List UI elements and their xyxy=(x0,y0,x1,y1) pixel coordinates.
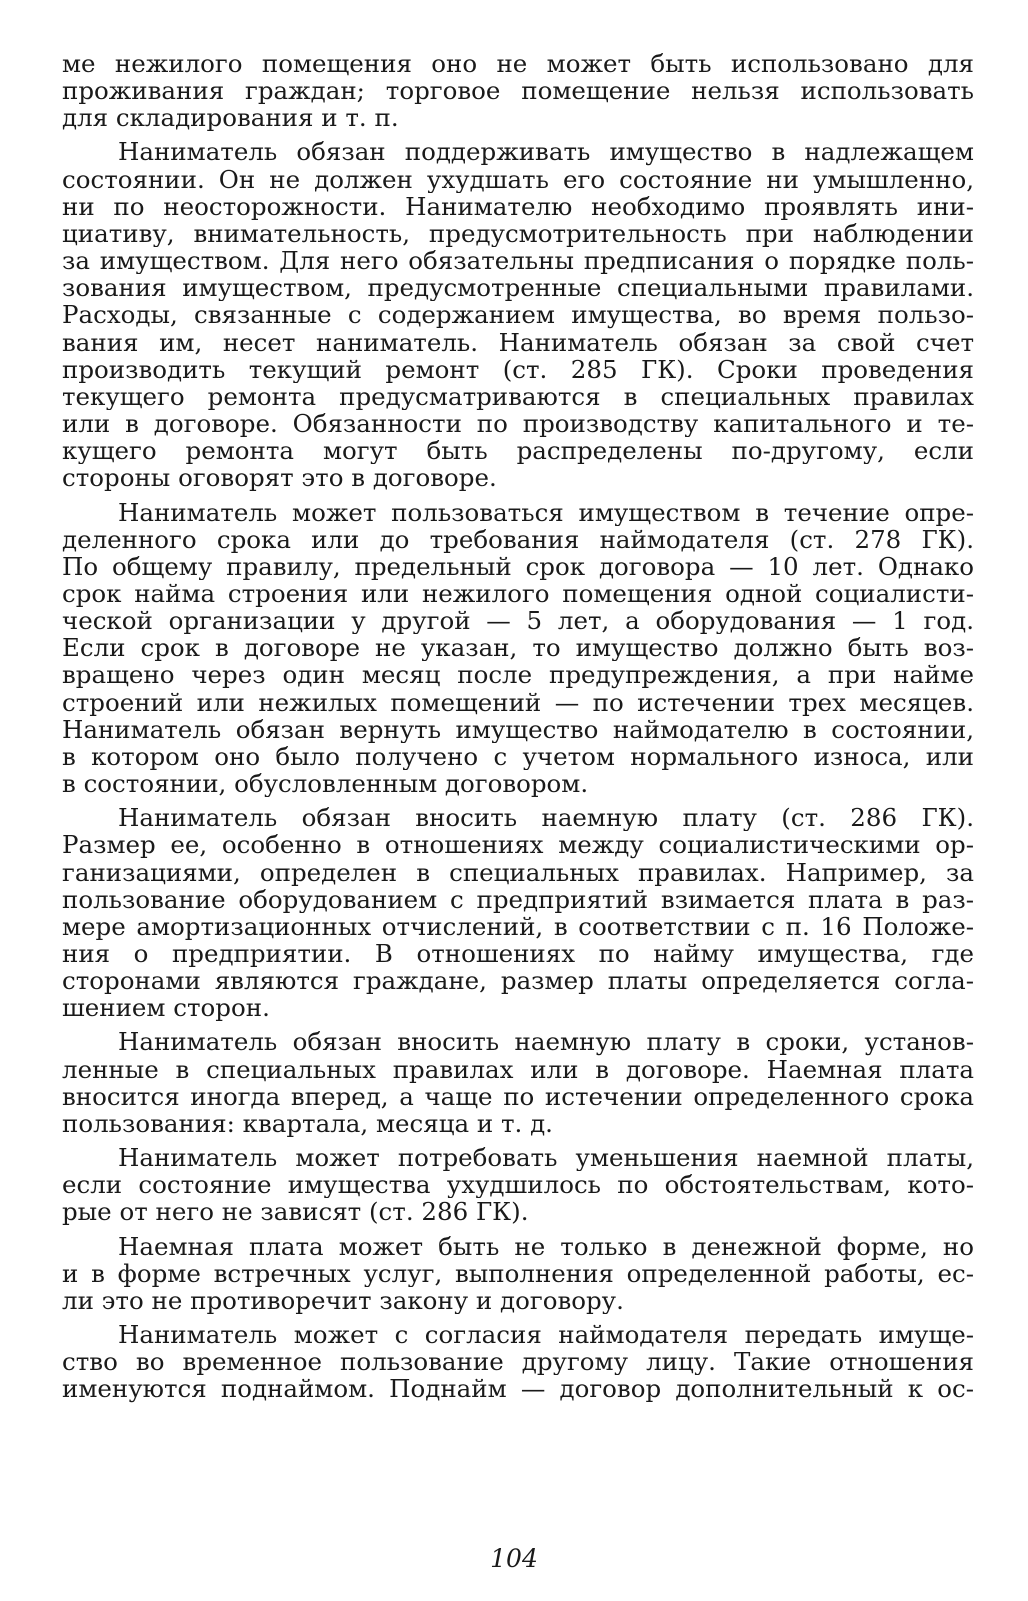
text-line: Наниматель обязан вносить наемную плату в сроки, установ- xyxy=(118,1028,974,1056)
paragraph-6 xyxy=(62,1144,974,1225)
page-number: 104 xyxy=(490,1544,538,1573)
text-line: Размер ее, особенно в отношениях между социалистическими ор- xyxy=(62,831,974,859)
text-line: вносится иногда вперед, а чаще по истечении определенного срока xyxy=(62,1082,974,1110)
text-line: в состоянии, обусловленным договором. xyxy=(62,770,589,798)
text-line: мере амортизационных отчислений, в соответствии с п. 16 Положе- xyxy=(62,912,974,940)
paragraph-1 xyxy=(62,50,974,131)
text-line: пользование оборудованием с предприятий взимается плата в раз- xyxy=(62,885,974,913)
text-line: проживания граждан; торговое помещение нельзя использовать xyxy=(62,77,974,105)
text-line: Наниматель обязан поддерживать имущество в надлежащем xyxy=(118,138,974,166)
text-line: вращено через один месяц после предупреждения, а при найме xyxy=(62,661,974,689)
text-line: и в форме встречных услуг, выполнения определенной работы, ес- xyxy=(62,1259,974,1287)
text-line: Если срок в договоре не указан, то имущество должно быть воз- xyxy=(62,634,974,662)
paragraph-3 xyxy=(62,499,974,798)
paragraph-8 xyxy=(62,1321,974,1402)
text-line: за имуществом. Для него обязательны предписания о порядке поль- xyxy=(62,247,974,275)
text-line: Наниматель может пользоваться имуществом в течение опре- xyxy=(118,498,974,526)
text-line: ния о предприятии. В отношениях по найму имущества, где xyxy=(62,940,974,968)
text-line: строений или нежилых помещений — по истечении трех месяцев. xyxy=(62,688,974,716)
paragraph-2 xyxy=(62,138,974,491)
paragraph-5 xyxy=(62,1028,974,1137)
text-line: ство во временное пользование другому лицу. Такие отношения xyxy=(62,1348,974,1376)
text-line: именуются поднаймом. Поднайм — договор дополнительный к ос- xyxy=(62,1375,974,1403)
text-line: зования имуществом, предусмотренные специальными правилами. xyxy=(62,274,974,302)
paragraph-7 xyxy=(62,1233,974,1314)
text-line: рые от него не зависят (ст. 286 ГК). xyxy=(62,1198,529,1226)
text-line: пользования: квартала, месяца и т. д. xyxy=(62,1109,553,1138)
text-line: стороны оговорят это в договоре. xyxy=(62,464,497,492)
text-line: если состояние имущества ухудшилось по обстоятельствам, кото- xyxy=(62,1171,974,1199)
text-line: Наемная плата может быть не только в денежной форме, но xyxy=(118,1232,974,1260)
text-line: ческой организации у другой — 5 лет, а оборудования — 1 год. xyxy=(62,607,974,635)
text-line: сторонами являются граждане, размер платы определяется согла- xyxy=(62,967,974,995)
text-line: ни по неосторожности. Нанимателю необходимо проявлять ини- xyxy=(62,192,974,220)
text-line: кущего ремонта могут быть распределены по-другому, если xyxy=(62,437,974,465)
paragraph-4 xyxy=(62,804,974,1021)
page-body xyxy=(62,50,974,1403)
text-line: циативу, внимательность, предусмотрительность при наблюдении xyxy=(62,219,974,248)
text-line: производить текущий ремонт (ст. 285 ГК). Сроки проведения xyxy=(62,355,974,383)
text-line: в котором оно было получено с учетом нормального износа, или xyxy=(62,742,974,771)
text-line: деленного срока или до требования наймодателя (ст. 278 ГК). xyxy=(62,525,974,553)
text-line: вания им, несет наниматель. Наниматель обязан за свой счет xyxy=(62,328,974,356)
text-line: ленные в специальных правилах или в договоре. Наемная плата xyxy=(62,1055,974,1083)
text-line: ли это не противоречит закону и договору. xyxy=(62,1286,624,1315)
text-line: Наниматель может потребовать уменьшения наемной платы, xyxy=(118,1144,974,1172)
text-line: шением сторон. xyxy=(62,994,270,1022)
text-line: Расходы, связанные с содержанием имущества, во время пользо- xyxy=(62,301,974,329)
text-line: Наниматель может с согласия наймодателя передать имуще- xyxy=(118,1321,974,1349)
text-line: ганизациями, определен в специальных правилах. Например, за xyxy=(62,858,974,886)
text-line: для складирования и т. п. xyxy=(62,104,399,132)
text-line: Наниматель обязан вернуть имущество наймодателю в состоянии, xyxy=(62,715,974,743)
text-line: состоянии. Он не должен ухудшать его состояние ни умышленно, xyxy=(62,165,974,193)
text-line: ме нежилого помещения оно не может быть использовано для xyxy=(62,50,974,78)
text-line: срок найма строения или нежилого помещения одной социалисти- xyxy=(62,579,974,608)
text-line: или в договоре. Обязанности по производству капитального и те- xyxy=(62,410,974,438)
text-line: По общему правилу, предельный срок договора — 10 лет. Однако xyxy=(62,552,974,580)
text-line: Наниматель обязан вносить наемную плату (ст. 286 ГК). xyxy=(118,804,974,832)
text-line: текущего ремонта предусматриваются в специальных правилах xyxy=(62,382,974,411)
